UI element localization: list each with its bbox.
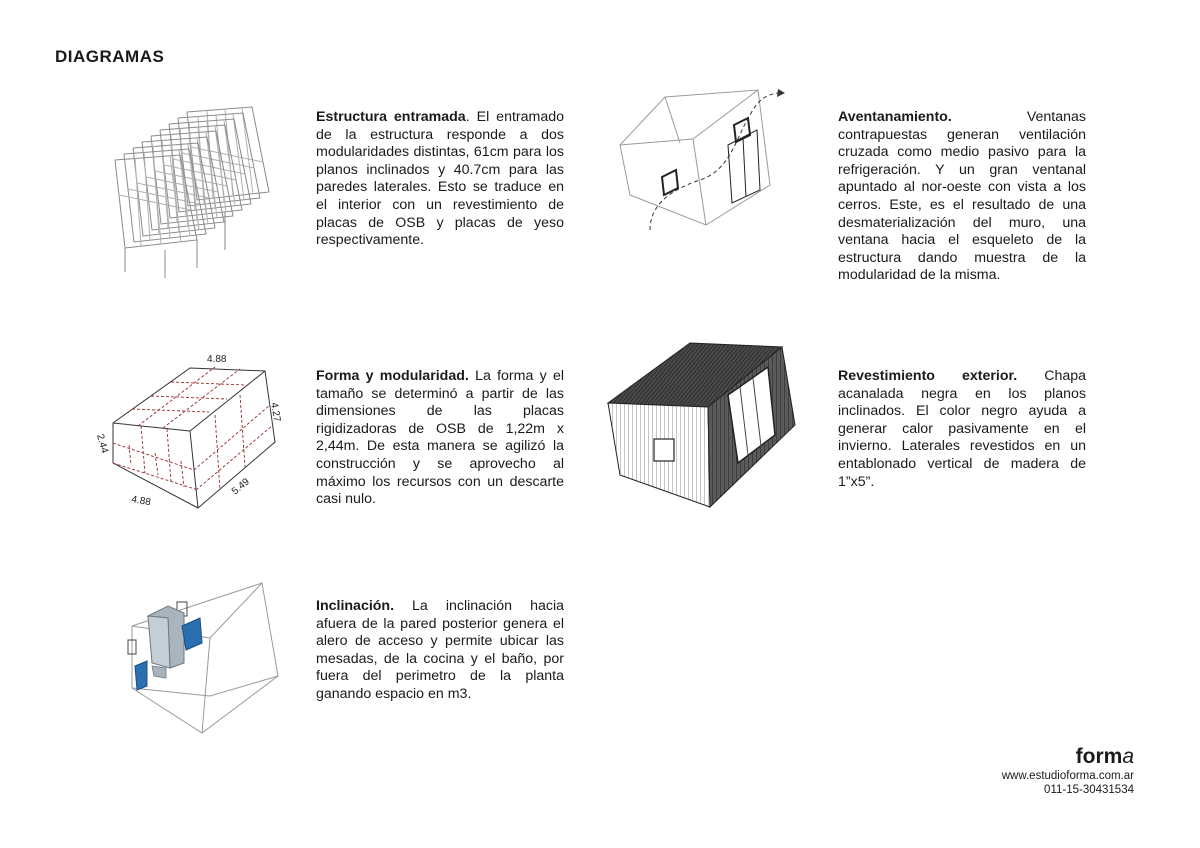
section-heading: Forma y modularidad.	[316, 368, 469, 384]
section-body: La inclinación hacia afuera de la pared posterior genera el alero de acceso y permite ubicar las mesadas, de la cocina y el baño, por fuera del perimetro de la planta ganando espacio en m3.	[316, 598, 564, 702]
frame-structure-diagram	[95, 100, 285, 285]
page-title: DIAGRAMAS	[55, 47, 165, 66]
section-heading: Estructura entramada	[316, 109, 466, 125]
inclination-diagram	[110, 578, 285, 738]
section-revestimiento	[838, 368, 1086, 491]
section-heading: Aventanamiento.	[838, 109, 952, 125]
brand-logo: forma	[1075, 745, 1134, 768]
studio-brand	[1002, 745, 1134, 797]
exterior-cladding-diagram	[600, 335, 800, 515]
dimension-top-label: 4.88	[207, 354, 227, 365]
section-heading: Revestimiento exterior.	[838, 368, 1018, 384]
dimension-left-label: 2.44	[94, 432, 110, 455]
section-heading: Inclinación.	[316, 598, 395, 614]
section-body: El entramado de la estructura responde a dos modularidades distintas, 61cm para los planos inclinados y 40.7cm para las paredes laterales. Esto se traduce en el interior con un revestimiento de placas de OSB y placas de yeso respectivamente.	[316, 109, 565, 249]
dimension-right-label: 4.27	[268, 401, 283, 423]
section-body: Ventanas contrapuestas generan ventilación cruzada como medio pasivo para la refrigeración. Y un gran ventanal apuntado al nor-oeste con vista a los cerros. Este, es el resultado de una desmaterialización del muro, una ventana hacia el esqueleto de la estructura dando muestra de la modularidad de la misma.	[838, 109, 1086, 284]
dimension-bottom-right-label: 5.49	[229, 476, 252, 498]
section-body: La forma y el tamaño se determinó a partir de las dimensiones de las placas rigidizadoras de OSB de 1,22m x 2,44m. De esta manera se agilizó la construcción y se aprovecho al máximo los recursos con un descarte casi nulo.	[316, 368, 564, 508]
section-forma	[316, 368, 564, 509]
section-body: Chapa acanalada negra en los planos inclinados. El color negro ayuda a generar calor pasivamente en el invierno. Laterales revestidos en un entablonado vertical de madera de 1”x5”.	[838, 368, 1086, 490]
dimension-bottom-left-label: 4.88	[130, 494, 152, 509]
section-inclinacion	[316, 598, 564, 704]
cross-ventilation-diagram	[610, 85, 805, 235]
modularity-diagram	[85, 345, 290, 515]
section-estructura: Estructura entramada. El entramado de la estructura responde a dos modularidades distintas, 61cm para los planos inclinados y 40.7cm para las paredes laterales. Esto se traduce en el interior con un revestimiento de placas de OSB y placas de yeso respectivamente.	[316, 109, 565, 249]
brand-website[interactable]: www.estudioforma.com.ar	[1001, 770, 1134, 782]
brand-phone: 011-15-30431534	[1044, 784, 1134, 796]
section-aventanamiento	[838, 109, 1086, 285]
